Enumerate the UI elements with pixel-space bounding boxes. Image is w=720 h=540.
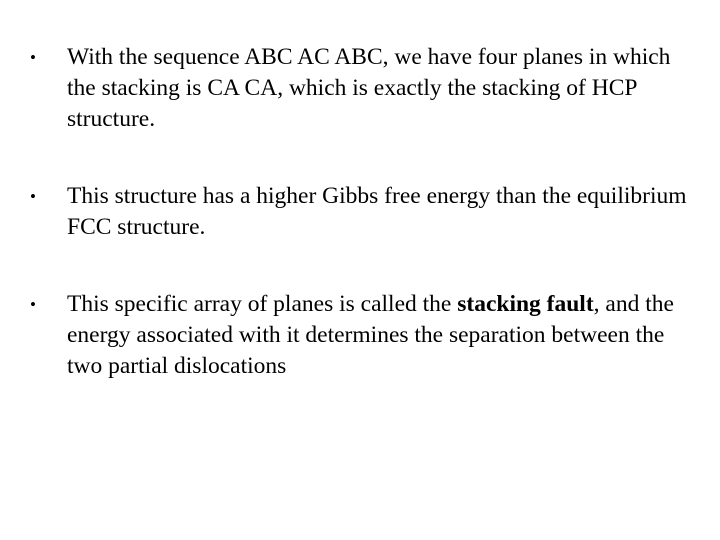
- bullet-text-after: , and the energy associated with it determines the separation between the two partial dislocations: [67, 291, 674, 379]
- bullet-item-stacking-fault: [30, 289, 695, 382]
- bullet-text: With the sequence ABC AC ABC, we have four planes in which the stacking is CA CA, which is exactly the stacking of HCP structure.: [67, 44, 671, 132]
- bullet-marker: •: [30, 187, 36, 206]
- bullet-emphasis-term: stacking fault: [457, 291, 594, 317]
- bullet-text-before: This specific array of planes is called the: [67, 291, 458, 317]
- bullet-text: This structure has a higher Gibbs free energy than the equilibrium FCC structure.: [67, 183, 687, 240]
- bullet-item-hcp-stacking: [30, 42, 695, 135]
- bullet-marker: •: [30, 295, 36, 314]
- bullet-list: [30, 42, 695, 382]
- bullet-item-gibbs-energy: [30, 181, 695, 243]
- bullet-marker: •: [30, 48, 36, 67]
